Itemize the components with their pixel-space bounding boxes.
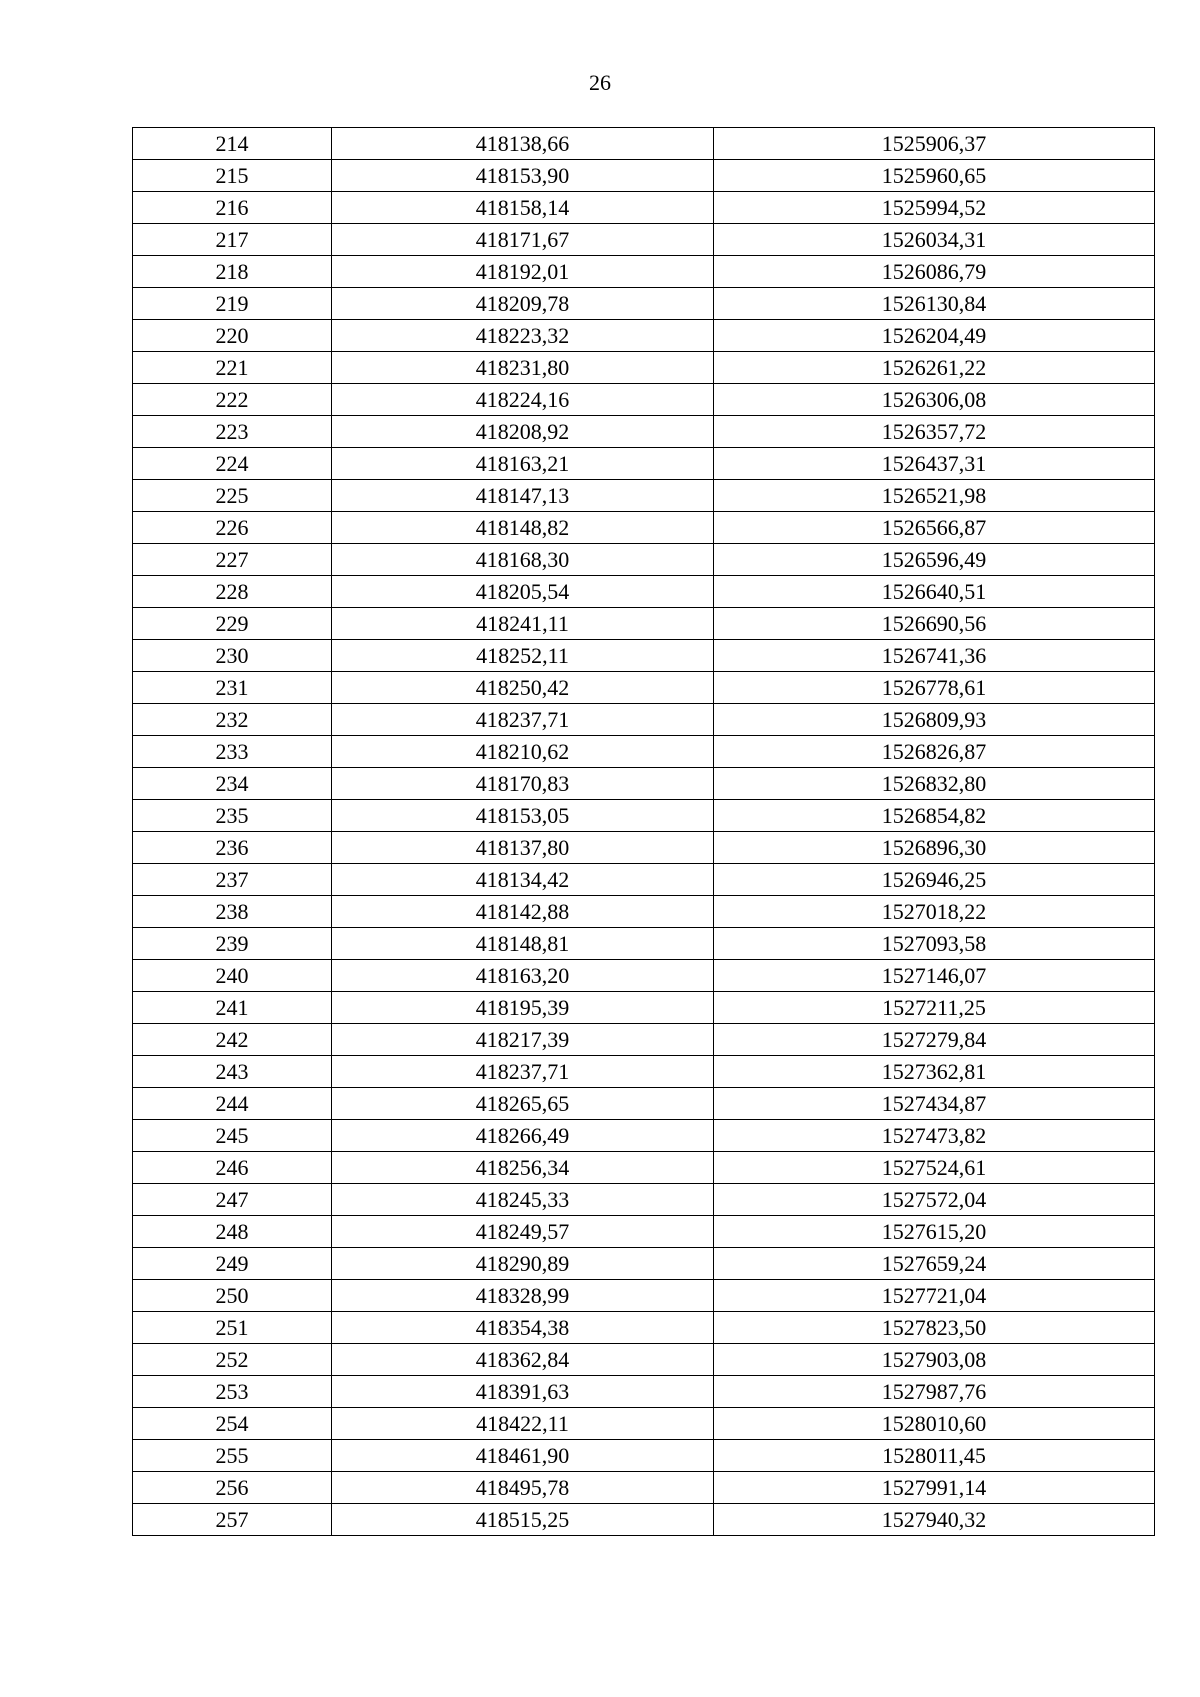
table-row bbox=[133, 704, 1155, 736]
x-coordinate-cell: 418422,11 bbox=[332, 1408, 714, 1440]
x-coordinate-cell: 418231,80 bbox=[332, 352, 714, 384]
point-number-cell: 242 bbox=[133, 1024, 332, 1056]
table-row bbox=[133, 544, 1155, 576]
x-coordinate-cell: 418328,99 bbox=[332, 1280, 714, 1312]
point-number-cell: 252 bbox=[133, 1344, 332, 1376]
point-number-cell: 225 bbox=[133, 480, 332, 512]
y-coordinate-cell: 1527659,24 bbox=[714, 1248, 1155, 1280]
table-row bbox=[133, 1312, 1155, 1344]
table-row bbox=[133, 1472, 1155, 1504]
point-number-cell: 228 bbox=[133, 576, 332, 608]
x-coordinate-cell: 418148,81 bbox=[332, 928, 714, 960]
table-row bbox=[133, 1216, 1155, 1248]
table-row bbox=[133, 864, 1155, 896]
point-number-cell: 214 bbox=[133, 128, 332, 160]
point-number-cell: 220 bbox=[133, 320, 332, 352]
y-coordinate-cell: 1527018,22 bbox=[714, 896, 1155, 928]
table-row bbox=[133, 576, 1155, 608]
y-coordinate-cell: 1526854,82 bbox=[714, 800, 1155, 832]
point-number-cell: 251 bbox=[133, 1312, 332, 1344]
y-coordinate-cell: 1526521,98 bbox=[714, 480, 1155, 512]
y-coordinate-cell: 1527823,50 bbox=[714, 1312, 1155, 1344]
point-number-cell: 216 bbox=[133, 192, 332, 224]
x-coordinate-cell: 418163,21 bbox=[332, 448, 714, 480]
point-number-cell: 240 bbox=[133, 960, 332, 992]
x-coordinate-cell: 418137,80 bbox=[332, 832, 714, 864]
x-coordinate-cell: 418495,78 bbox=[332, 1472, 714, 1504]
y-coordinate-cell: 1526130,84 bbox=[714, 288, 1155, 320]
point-number-cell: 217 bbox=[133, 224, 332, 256]
point-number-cell: 247 bbox=[133, 1184, 332, 1216]
table-row bbox=[133, 1408, 1155, 1440]
point-number-cell: 245 bbox=[133, 1120, 332, 1152]
y-coordinate-cell: 1528011,45 bbox=[714, 1440, 1155, 1472]
table-row bbox=[133, 256, 1155, 288]
table-row bbox=[133, 608, 1155, 640]
point-number-cell: 226 bbox=[133, 512, 332, 544]
x-coordinate-cell: 418205,54 bbox=[332, 576, 714, 608]
x-coordinate-cell: 418163,20 bbox=[332, 960, 714, 992]
y-coordinate-cell: 1526034,31 bbox=[714, 224, 1155, 256]
y-coordinate-cell: 1527572,04 bbox=[714, 1184, 1155, 1216]
point-number-cell: 232 bbox=[133, 704, 332, 736]
y-coordinate-cell: 1527093,58 bbox=[714, 928, 1155, 960]
table-row bbox=[133, 1024, 1155, 1056]
table-row bbox=[133, 800, 1155, 832]
point-number-cell: 236 bbox=[133, 832, 332, 864]
table-row bbox=[133, 192, 1155, 224]
x-coordinate-cell: 418391,63 bbox=[332, 1376, 714, 1408]
table-row bbox=[133, 352, 1155, 384]
x-coordinate-cell: 418237,71 bbox=[332, 704, 714, 736]
point-number-cell: 241 bbox=[133, 992, 332, 1024]
point-number-cell: 244 bbox=[133, 1088, 332, 1120]
y-coordinate-cell: 1527473,82 bbox=[714, 1120, 1155, 1152]
y-coordinate-cell: 1526437,31 bbox=[714, 448, 1155, 480]
point-number-cell: 218 bbox=[133, 256, 332, 288]
table-row bbox=[133, 768, 1155, 800]
x-coordinate-cell: 418266,49 bbox=[332, 1120, 714, 1152]
y-coordinate-cell: 1525994,52 bbox=[714, 192, 1155, 224]
table-row bbox=[133, 1120, 1155, 1152]
y-coordinate-cell: 1526896,30 bbox=[714, 832, 1155, 864]
x-coordinate-cell: 418138,66 bbox=[332, 128, 714, 160]
x-coordinate-cell: 418290,89 bbox=[332, 1248, 714, 1280]
table-row bbox=[133, 1152, 1155, 1184]
x-coordinate-cell: 418147,13 bbox=[332, 480, 714, 512]
point-number-cell: 230 bbox=[133, 640, 332, 672]
point-number-cell: 219 bbox=[133, 288, 332, 320]
table-row bbox=[133, 928, 1155, 960]
y-coordinate-cell: 1527903,08 bbox=[714, 1344, 1155, 1376]
x-coordinate-cell: 418171,67 bbox=[332, 224, 714, 256]
point-number-cell: 257 bbox=[133, 1504, 332, 1536]
y-coordinate-cell: 1527987,76 bbox=[714, 1376, 1155, 1408]
y-coordinate-cell: 1526566,87 bbox=[714, 512, 1155, 544]
x-coordinate-cell: 418250,42 bbox=[332, 672, 714, 704]
x-coordinate-cell: 418217,39 bbox=[332, 1024, 714, 1056]
y-coordinate-cell: 1527279,84 bbox=[714, 1024, 1155, 1056]
table-row bbox=[133, 736, 1155, 768]
x-coordinate-cell: 418223,32 bbox=[332, 320, 714, 352]
page-number: 26 bbox=[589, 70, 611, 95]
y-coordinate-cell: 1526946,25 bbox=[714, 864, 1155, 896]
table-row bbox=[133, 448, 1155, 480]
x-coordinate-cell: 418158,14 bbox=[332, 192, 714, 224]
point-number-cell: 227 bbox=[133, 544, 332, 576]
x-coordinate-cell: 418237,71 bbox=[332, 1056, 714, 1088]
table-row bbox=[133, 672, 1155, 704]
table-row bbox=[133, 320, 1155, 352]
table-row bbox=[133, 1504, 1155, 1536]
y-coordinate-cell: 1527615,20 bbox=[714, 1216, 1155, 1248]
point-number-cell: 255 bbox=[133, 1440, 332, 1472]
y-coordinate-cell: 1526832,80 bbox=[714, 768, 1155, 800]
table-row bbox=[133, 224, 1155, 256]
x-coordinate-cell: 418249,57 bbox=[332, 1216, 714, 1248]
point-number-cell: 249 bbox=[133, 1248, 332, 1280]
table-row bbox=[133, 1344, 1155, 1376]
table-row bbox=[133, 992, 1155, 1024]
x-coordinate-cell: 418134,42 bbox=[332, 864, 714, 896]
point-number-cell: 237 bbox=[133, 864, 332, 896]
table-row bbox=[133, 1088, 1155, 1120]
table-row bbox=[133, 1184, 1155, 1216]
point-number-cell: 239 bbox=[133, 928, 332, 960]
table-row bbox=[133, 512, 1155, 544]
table-row bbox=[133, 416, 1155, 448]
x-coordinate-cell: 418148,82 bbox=[332, 512, 714, 544]
x-coordinate-cell: 418192,01 bbox=[332, 256, 714, 288]
y-coordinate-cell: 1527940,32 bbox=[714, 1504, 1155, 1536]
table-row bbox=[133, 384, 1155, 416]
point-number-cell: 221 bbox=[133, 352, 332, 384]
point-number-cell: 233 bbox=[133, 736, 332, 768]
table-row bbox=[133, 1376, 1155, 1408]
y-coordinate-cell: 1526596,49 bbox=[714, 544, 1155, 576]
x-coordinate-cell: 418461,90 bbox=[332, 1440, 714, 1472]
x-coordinate-cell: 418208,92 bbox=[332, 416, 714, 448]
point-number-cell: 250 bbox=[133, 1280, 332, 1312]
point-number-cell: 222 bbox=[133, 384, 332, 416]
point-number-cell: 215 bbox=[133, 160, 332, 192]
point-number-cell: 234 bbox=[133, 768, 332, 800]
y-coordinate-cell: 1527524,61 bbox=[714, 1152, 1155, 1184]
x-coordinate-cell: 418265,65 bbox=[332, 1088, 714, 1120]
point-number-cell: 256 bbox=[133, 1472, 332, 1504]
table-row bbox=[133, 1248, 1155, 1280]
y-coordinate-cell: 1527362,81 bbox=[714, 1056, 1155, 1088]
point-number-cell: 231 bbox=[133, 672, 332, 704]
table-row bbox=[133, 960, 1155, 992]
point-number-cell: 224 bbox=[133, 448, 332, 480]
y-coordinate-cell: 1527721,04 bbox=[714, 1280, 1155, 1312]
y-coordinate-cell: 1527146,07 bbox=[714, 960, 1155, 992]
point-number-cell: 253 bbox=[133, 1376, 332, 1408]
coordinates-table bbox=[132, 127, 1155, 1536]
y-coordinate-cell: 1526204,49 bbox=[714, 320, 1155, 352]
table-row bbox=[133, 832, 1155, 864]
point-number-cell: 229 bbox=[133, 608, 332, 640]
table-row bbox=[133, 1280, 1155, 1312]
table-row bbox=[133, 160, 1155, 192]
table-row bbox=[133, 288, 1155, 320]
x-coordinate-cell: 418515,25 bbox=[332, 1504, 714, 1536]
x-coordinate-cell: 418142,88 bbox=[332, 896, 714, 928]
y-coordinate-cell: 1527434,87 bbox=[714, 1088, 1155, 1120]
y-coordinate-cell: 1528010,60 bbox=[714, 1408, 1155, 1440]
y-coordinate-cell: 1526741,36 bbox=[714, 640, 1155, 672]
table-row bbox=[133, 1056, 1155, 1088]
point-number-cell: 246 bbox=[133, 1152, 332, 1184]
x-coordinate-cell: 418362,84 bbox=[332, 1344, 714, 1376]
y-coordinate-cell: 1526261,22 bbox=[714, 352, 1155, 384]
x-coordinate-cell: 418170,83 bbox=[332, 768, 714, 800]
y-coordinate-cell: 1526086,79 bbox=[714, 256, 1155, 288]
table-row bbox=[133, 896, 1155, 928]
table-row bbox=[133, 480, 1155, 512]
y-coordinate-cell: 1525960,65 bbox=[714, 160, 1155, 192]
x-coordinate-cell: 418256,34 bbox=[332, 1152, 714, 1184]
table-row bbox=[133, 640, 1155, 672]
x-coordinate-cell: 418168,30 bbox=[332, 544, 714, 576]
x-coordinate-cell: 418245,33 bbox=[332, 1184, 714, 1216]
x-coordinate-cell: 418224,16 bbox=[332, 384, 714, 416]
x-coordinate-cell: 418354,38 bbox=[332, 1312, 714, 1344]
y-coordinate-cell: 1526778,61 bbox=[714, 672, 1155, 704]
y-coordinate-cell: 1526306,08 bbox=[714, 384, 1155, 416]
point-number-cell: 243 bbox=[133, 1056, 332, 1088]
y-coordinate-cell: 1526826,87 bbox=[714, 736, 1155, 768]
x-coordinate-cell: 418195,39 bbox=[332, 992, 714, 1024]
y-coordinate-cell: 1526640,51 bbox=[714, 576, 1155, 608]
y-coordinate-cell: 1525906,37 bbox=[714, 128, 1155, 160]
point-number-cell: 223 bbox=[133, 416, 332, 448]
x-coordinate-cell: 418153,90 bbox=[332, 160, 714, 192]
x-coordinate-cell: 418252,11 bbox=[332, 640, 714, 672]
x-coordinate-cell: 418210,62 bbox=[332, 736, 714, 768]
y-coordinate-cell: 1527211,25 bbox=[714, 992, 1155, 1024]
point-number-cell: 238 bbox=[133, 896, 332, 928]
point-number-cell: 235 bbox=[133, 800, 332, 832]
x-coordinate-cell: 418153,05 bbox=[332, 800, 714, 832]
x-coordinate-cell: 418241,11 bbox=[332, 608, 714, 640]
point-number-cell: 254 bbox=[133, 1408, 332, 1440]
x-coordinate-cell: 418209,78 bbox=[332, 288, 714, 320]
y-coordinate-cell: 1526809,93 bbox=[714, 704, 1155, 736]
y-coordinate-cell: 1526690,56 bbox=[714, 608, 1155, 640]
table-row bbox=[133, 1440, 1155, 1472]
coordinates-table-body bbox=[133, 128, 1155, 1536]
y-coordinate-cell: 1526357,72 bbox=[714, 416, 1155, 448]
y-coordinate-cell: 1527991,14 bbox=[714, 1472, 1155, 1504]
table-row bbox=[133, 128, 1155, 160]
point-number-cell: 248 bbox=[133, 1216, 332, 1248]
